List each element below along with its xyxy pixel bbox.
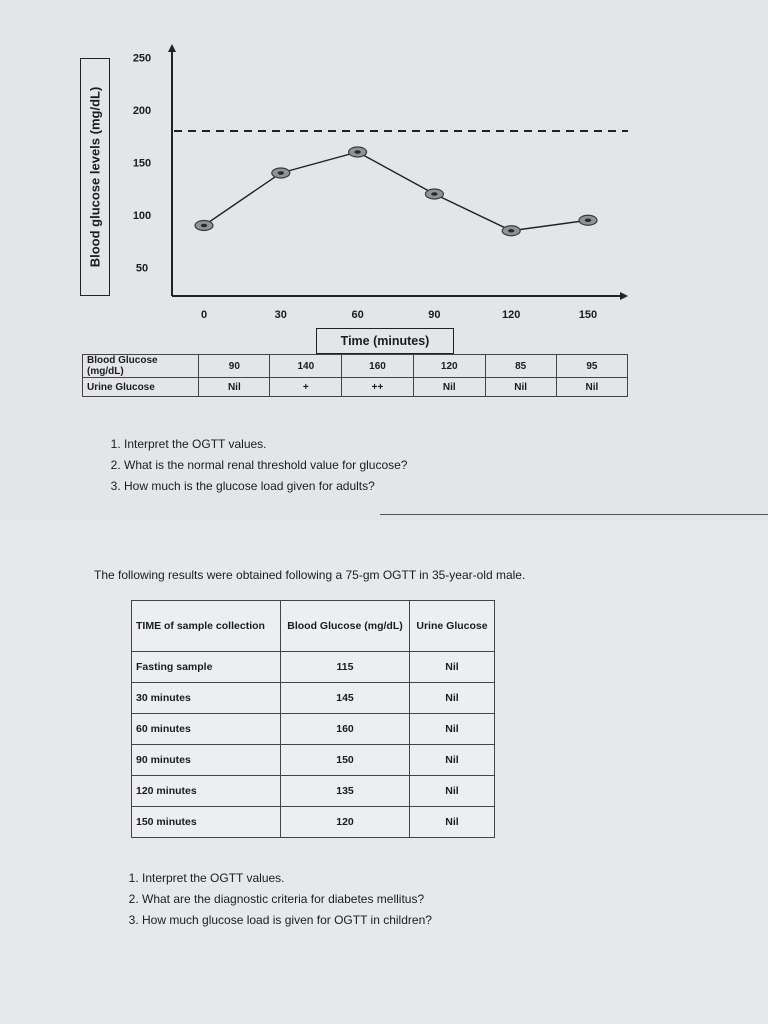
table-cell: 135 [281,776,410,807]
y-tick-label: 50 [135,262,149,275]
list-item: 3. How much glucose load is given for OGTT in children? [142,910,432,931]
row-label: Blood Glucose (mg/dL) [83,355,199,378]
table-cell: Nil [410,683,495,714]
y-tick-label: 100 [132,210,152,222]
table-cell: 140 [270,355,342,378]
table-cell: 60 minutes [132,714,281,745]
table-row [132,714,495,745]
data-point-center [508,229,514,233]
table-cell: Nil [410,745,495,776]
question-list-1 [102,434,407,497]
table-row [132,807,495,838]
table-row [83,378,628,397]
table-cell: 120 minutes [132,776,281,807]
y-tick-label: 250 [132,52,152,65]
table-row [132,776,495,807]
y-tick-label: 200 [132,105,152,117]
table-cell: 150 minutes [132,807,281,838]
x-tick-label: 0 [200,309,208,321]
table-cell: 90 minutes [132,745,281,776]
x-tick-label: 90 [428,309,441,321]
page-divider [380,514,768,515]
list-item: 2. What are the diagnostic criteria for diabetes mellitus? [142,889,432,910]
table-cell: Nil [410,776,495,807]
ogtt-results-table [131,600,495,838]
x-axis-label: Time (minutes) [340,334,430,348]
data-point-center [354,150,360,154]
table-cell: 90 [199,355,270,378]
table-cell: Nil [556,378,627,397]
x-axis-arrow [620,292,628,300]
table-cell: 120 [281,807,410,838]
y-tick-label: 150 [132,157,152,170]
table-cell: 160 [342,355,414,378]
table-row [132,683,495,714]
table-cell: Nil [410,807,495,838]
table-cell: Nil [413,378,485,397]
x-tick-label: 120 [502,309,521,321]
table-cell: 115 [281,652,410,683]
table-row [132,745,495,776]
question-list-2 [120,868,432,931]
x-tick-label: 150 [578,309,598,321]
y-axis-label-box [80,58,110,296]
ogtt-line-chart [0,0,768,330]
table-header-row [132,601,495,652]
list-item: 1. Interpret the OGTT values. [142,868,432,889]
data-point-center [431,192,437,196]
list-item: 3. How much is the glucose load given for adults? [124,476,407,497]
x-tick-label: 30 [274,309,287,321]
table-cell: Fasting sample [132,652,281,683]
x-axis-label-box [316,328,454,354]
row-label: Urine Glucose [83,378,199,397]
table-row [83,355,628,378]
table-cell: Nil [199,378,270,397]
case-intro-text: The following results were obtained following a 75-gm OGTT in 35-year-old male. [94,568,526,582]
list-item: 2. What is the normal renal threshold value for glucose? [124,455,407,476]
column-header: Urine Glucose [410,601,495,652]
table-cell: + [270,378,342,397]
list-item: 1. Interpret the OGTT values. [124,434,407,455]
table-cell: Nil [410,652,495,683]
data-point-center [585,218,591,222]
y-axis-arrow [168,44,176,52]
table-cell: 95 [556,355,627,378]
table-cell: 85 [485,355,556,378]
table-cell: ++ [342,378,414,397]
y-axis-label: Blood glucose levels (mg/dL) [87,86,103,268]
table-cell: 150 [281,745,410,776]
table-cell: Nil [485,378,556,397]
table-cell: 145 [281,683,410,714]
table-cell: 30 minutes [132,683,281,714]
x-tick-label: 60 [351,309,364,321]
column-header: TIME of sample collection [132,601,281,652]
table-row [132,652,495,683]
table-cell: 160 [281,714,410,745]
table-cell: Nil [410,714,495,745]
column-header: Blood Glucose (mg/dL) [281,601,410,652]
table-cell: 120 [413,355,485,378]
data-point-center [278,171,284,175]
data-point-center [201,224,207,228]
ogtt-summary-table [82,354,628,397]
series-line [204,152,588,231]
